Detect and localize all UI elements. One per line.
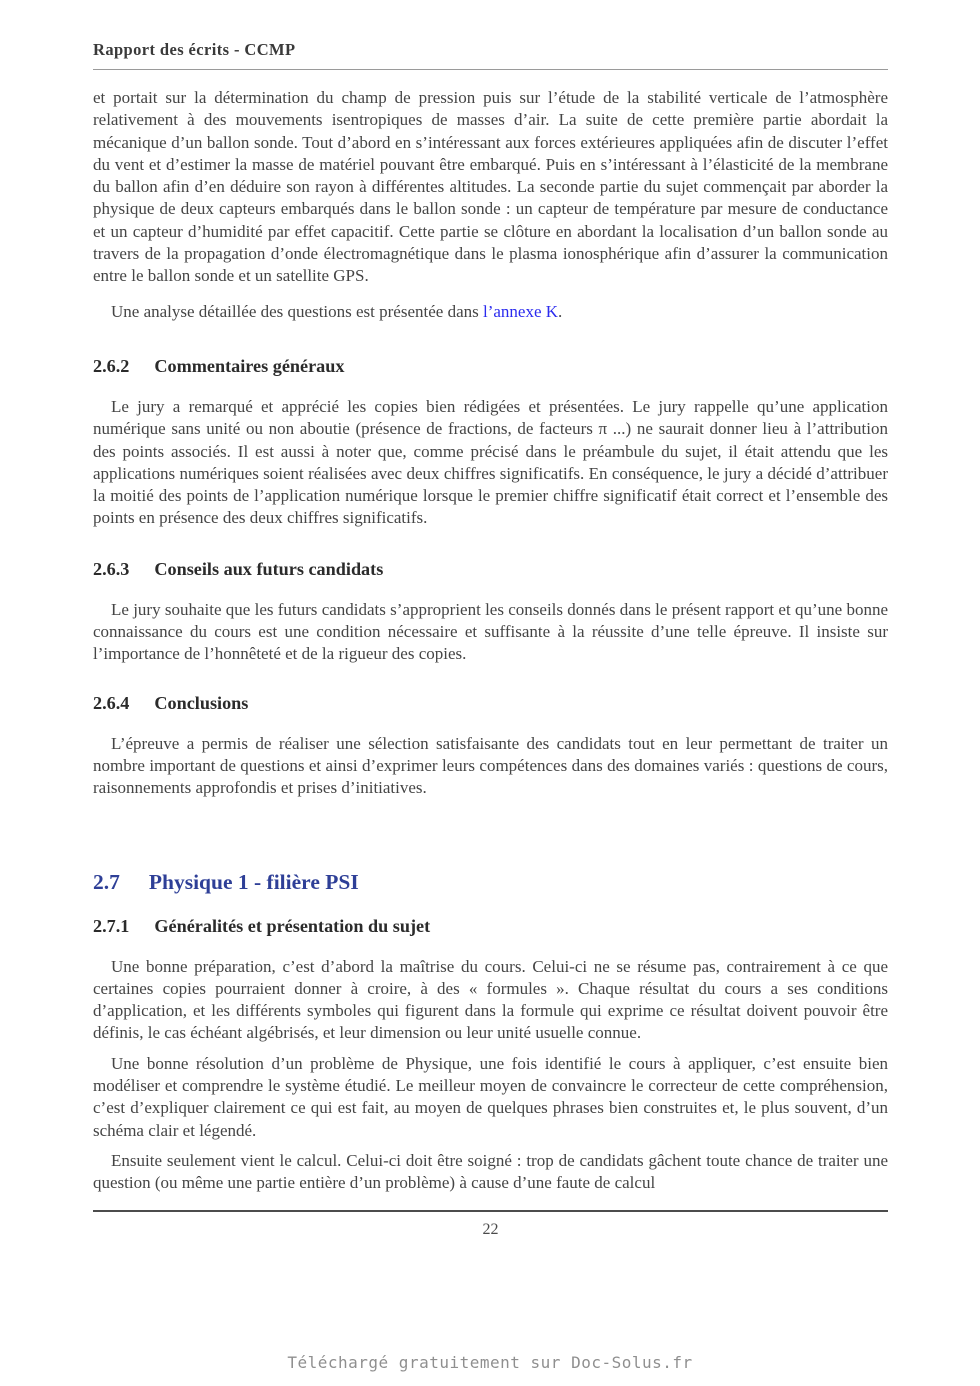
annexe-text-prefix: Une analyse détaillée des questions est présentée dans xyxy=(111,301,483,321)
section-title: Commentaires généraux xyxy=(154,355,345,376)
page-content xyxy=(93,40,888,1241)
section-title: Conseils aux futurs candidats xyxy=(154,558,384,579)
section-2-6-3-paragraph: Le jury souhaite que les futurs candidats s’approprient les conseils donnés dans le présent rapport et qu’une bonne connaissance du cours est une condition nécessaire et suffisante à la réussite d’une telle épreuve. Il insiste sur l’importance de l’honnêteté et de la rigueur des copies. xyxy=(93,599,888,664)
annexe-link[interactable]: l’annexe K xyxy=(482,301,559,321)
section-2-6-4-paragraph: L’épreuve a permis de réaliser une sélection satisfaisante des candidats tout en leur permettant de traiter un nombre important de questions et ainsi d’exprimer leurs compétences dans des domaines variés : questions de cours, raisonnements approfondis et prises d’initiatives. xyxy=(93,733,888,798)
section-heading-2-6-4 xyxy=(93,693,888,714)
section-number: 2.6.2 xyxy=(93,355,130,376)
section-title: Conclusions xyxy=(154,692,249,713)
header-rule xyxy=(93,69,888,70)
section-number: 2.7.1 xyxy=(93,915,130,936)
section-2-6-2-paragraph: Le jury a remarqué et apprécié les copies bien rédigées et présentées. Le jury rappelle qu’une application numérique sans unité ou non aboutie (présence de fractions, de facteurs π ...) ne saurait donner lieu à l’attribution des points associés. Il est aussi à noter que, comme précisé dans le préambule du sujet, il était attendu que les applications numériques soient réalisées avec deux chiffres significatifs. En conséquence, le jury a décidé d’attribuer la moitié des points de l’application numérique lorsque le premier chiffre significatif était correct et l’ensemble des points en présence des deux chiffres significatifs. xyxy=(93,396,888,528)
intro-paragraph: et portait sur la détermination du champ de pression puis sur l’étude de la stabilité verticale de l’atmosphère relativement à des mouvements isentropiques de masses d’air. La suite de cette première partie abordait la mécanique d’un ballon sonde. Tout d’abord en s’intéressant aux forces extérieures appliquées afin de discuter l’effet du vent et d’estimer la masse de matériel pouvant être embarqué. Puis en s’intéressant à l’élasticité de la membrane du ballon afin d’en déduire son rayon à différentes altitudes. La seconde partie du sujet commençait par aborder la physique de deux capteurs embarqués dans le ballon sonde : un capteur de température par mesure de conductance et un capteur d’humidité par effet capacitif. Cette partie se clôture en abordant la localisation d’un ballon sonde au travers de la propagation d’onde électromagnétique dans le plasma ionosphérique afin d’assurer la communication entre le ballon sonde et un satellite GPS. xyxy=(93,88,888,286)
footer-rule xyxy=(93,1210,888,1212)
section-number: 2.6.3 xyxy=(93,558,130,579)
annexe-text-suffix: . xyxy=(558,301,563,321)
page-header xyxy=(93,40,888,70)
annexe-paragraph xyxy=(93,301,888,323)
running-header-title: Rapport des écrits - CCMP xyxy=(93,40,296,59)
section-2-7-1-paragraph-1: Une bonne préparation, c’est d’abord la maîtrise du cours. Celui-ci ne se résume pas, contrairement à ce que certaines copies pourraient donner à croire, à des « formules ». Chaque résultat du cours a ses conditions d’application, et les différents symboles qui figurent dans la formule qui exprime ce résultat doivent pouvoir être définis, le cas échéant algébrisés, et leur dimension ou leur unité usuelle connue. xyxy=(93,956,888,1043)
section-title: Physique 1 - filière PSI xyxy=(148,869,359,894)
section-number: 2.7 xyxy=(93,869,120,894)
section-heading-2-6-3 xyxy=(93,559,888,580)
section-heading-2-7 xyxy=(93,870,888,895)
watermark-text: Téléchargé gratuitement sur Doc-Solus.fr xyxy=(287,1353,693,1372)
section-title: Généralités et présentation du sujet xyxy=(154,915,431,936)
section-number: 2.6.4 xyxy=(93,692,130,713)
section-2-7-1-paragraph-2: Une bonne résolution d’un problème de Physique, une fois identifié le cours à appliquer, c’est ensuite bien modéliser et comprendre le système étudié. Le meilleur moyen de convaincre le correcteur de cette compréhension, c’est d’expliquer clairement ce qui est fait, au moyen de quelques phrases bien construites et, le plus souvent, d’un schéma clair et légendé. xyxy=(93,1053,888,1140)
section-heading-2-6-2 xyxy=(93,356,888,377)
section-2-7-1-paragraph-3: Ensuite seulement vient le calcul. Celui-ci doit être soigné : trop de candidats gâchent toute chance de traiter une question (ou même une partie entière d’un problème) à cause d’une faute de calcul xyxy=(93,1150,888,1193)
page-number: 22 xyxy=(482,1220,499,1238)
section-heading-2-7-1 xyxy=(93,916,888,937)
